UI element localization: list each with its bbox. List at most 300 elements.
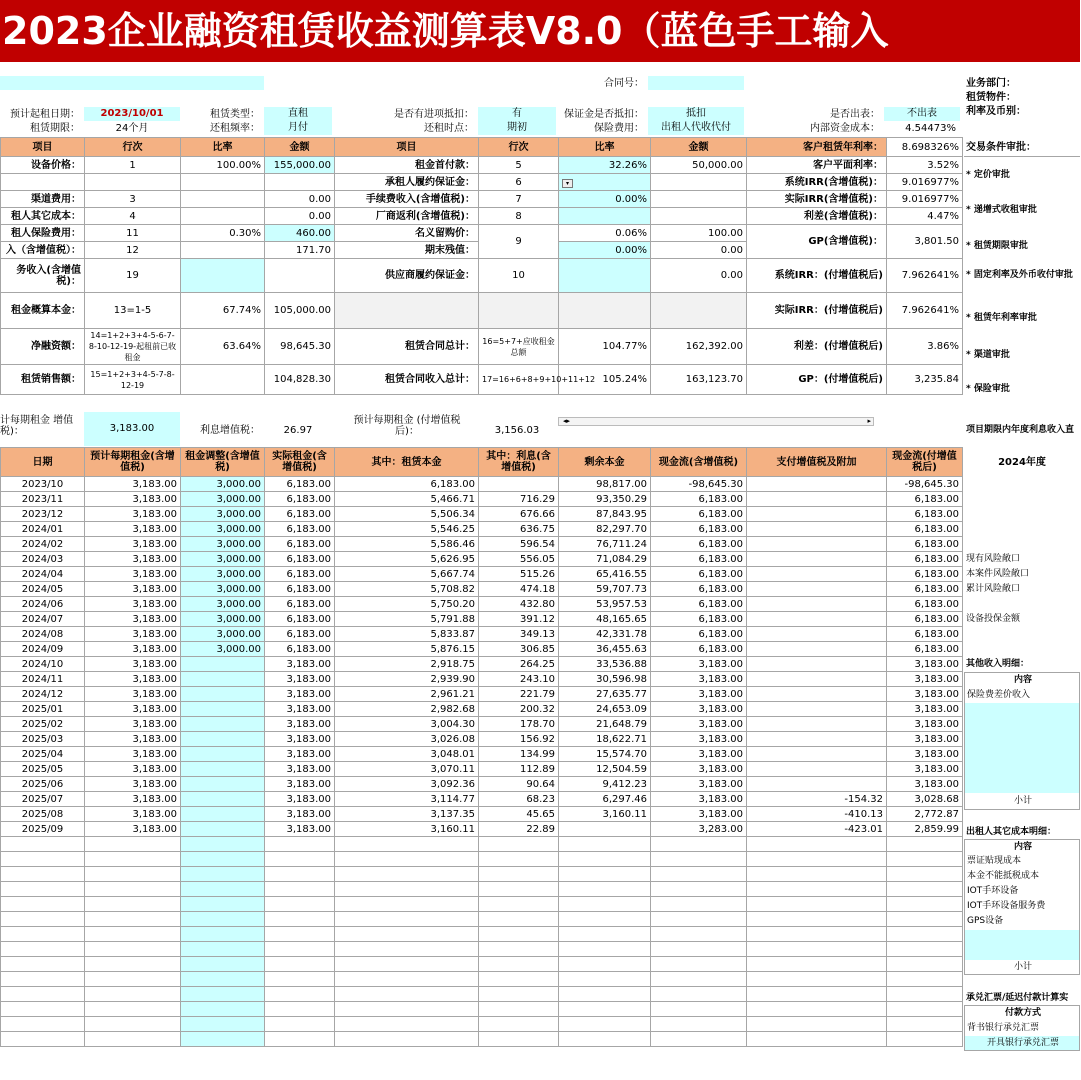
supplier-deposit-rate-field[interactable] — [559, 259, 651, 293]
row-no: 5 — [479, 157, 559, 174]
cell-rent-adjust[interactable] — [181, 1002, 265, 1017]
other-cost-item: IOT手环设备服务费 — [967, 901, 1046, 911]
cell-actual-rent: 6,183.00 — [265, 507, 335, 522]
cell-actual-rent: 3,183.00 — [265, 792, 335, 807]
cell-principal — [335, 972, 479, 987]
cell-vat: -154.32 — [747, 792, 887, 807]
cell-rent-adjust[interactable]: 3,000.00 — [181, 477, 265, 492]
cell-cashflow — [651, 1017, 747, 1032]
internal-cost-value: 4.54473% — [905, 123, 956, 134]
dropdown-arrow-icon[interactable]: ▾ — [562, 179, 573, 188]
col-header-item-2: 项目 — [335, 138, 479, 157]
row-formula: 17=16+6+8+9+10+11+12 — [479, 365, 559, 395]
risk-this-case: 本案件风险敞口 — [966, 569, 1030, 579]
spread-after-value: 3.86% — [887, 329, 963, 365]
cell-interest: 178.70 — [479, 717, 559, 732]
row-no: 4 — [85, 208, 181, 225]
cell-actual-rent — [265, 987, 335, 1002]
rate: 67.74% — [181, 293, 265, 329]
col-header-amount-2: 金额 — [651, 138, 747, 157]
cell-vat — [747, 702, 887, 717]
schedule-row-empty — [1, 927, 963, 942]
cell-cashflow — [651, 852, 747, 867]
cell-actual-rent: 6,183.00 — [265, 552, 335, 567]
cell-rent-adjust[interactable] — [181, 897, 265, 912]
cell-vat — [747, 747, 887, 762]
sched-header-rent-adjust: 租金调整(含增值税) — [181, 448, 265, 477]
income-label: 入（含增值税）： — [1, 242, 85, 259]
cell-rent-adjust[interactable]: 3,000.00 — [181, 582, 265, 597]
cell-planned-rent — [85, 897, 181, 912]
horizontal-scrollbar[interactable] — [558, 417, 874, 426]
cell-vat — [747, 1017, 887, 1032]
cell-date — [1, 972, 85, 987]
cell-remaining — [559, 942, 651, 957]
cell-actual-rent — [265, 957, 335, 972]
cell-rent-adjust[interactable]: 3,000.00 — [181, 612, 265, 627]
lessee-deposit-label: 承租人履约保证金： — [335, 174, 479, 191]
cell-planned-rent — [85, 867, 181, 882]
cell-principal: 5,626.95 — [335, 552, 479, 567]
row-no: 9 — [479, 225, 559, 259]
cell-interest: 596.54 — [479, 537, 559, 552]
cell-planned-rent: 3,183.00 — [85, 627, 181, 642]
row-no: 1 — [85, 157, 181, 174]
cell-planned-rent: 3,183.00 — [85, 672, 181, 687]
col-header-item: 项目 — [1, 138, 85, 157]
cell-principal: 5,506.34 — [335, 507, 479, 522]
schedule-row — [1, 807, 963, 822]
approval-pricing[interactable]: * 定价审批 — [966, 170, 1010, 180]
deposit-offset-label: 保证金是否抵扣： — [564, 109, 644, 120]
cell-principal: 5,876.15 — [335, 642, 479, 657]
sched-header-actual-rent: 实际租金(含增值税) — [265, 448, 335, 477]
gp-after-value: 3,235.84 — [887, 365, 963, 395]
cell-cashflow: 6,183.00 — [651, 492, 747, 507]
other-cost-amount: 0.00 — [265, 208, 335, 225]
cell-rent-adjust[interactable]: 3,000.00 — [181, 537, 265, 552]
item-label: 租赁物件： — [966, 92, 1016, 103]
cell-remaining: 12,504.59 — [559, 762, 651, 777]
cell-cashflow: 6,183.00 — [651, 612, 747, 627]
cell-rent-adjust[interactable] — [181, 777, 265, 792]
cell-remaining: 65,416.55 — [559, 567, 651, 582]
cell-principal: 2,961.21 — [335, 687, 479, 702]
cell-interest: 391.12 — [479, 612, 559, 627]
cell-remaining: 53,957.53 — [559, 597, 651, 612]
cell-cashflow-after: 3,183.00 — [887, 672, 963, 687]
sys-irr-label: 系统IRR(含增值税)： — [747, 174, 887, 191]
cell-vat — [747, 552, 887, 567]
gp-label: GP(含增值税)： — [747, 225, 887, 259]
cell-rent-adjust[interactable] — [181, 762, 265, 777]
cell-planned-rent: 3,183.00 — [85, 747, 181, 762]
service-income-rate-field[interactable] — [181, 259, 265, 293]
cell-cashflow-after — [887, 882, 963, 897]
cell-date: 2025/06 — [1, 777, 85, 792]
other-income-table — [964, 672, 1080, 810]
cell-rent-adjust[interactable] — [181, 717, 265, 732]
cell-remaining — [559, 1002, 651, 1017]
cell-cashflow-after: 2,859.99 — [887, 822, 963, 837]
cell-principal: 5,708.82 — [335, 582, 479, 597]
cell-planned-rent — [85, 852, 181, 867]
scroll-right-icon[interactable]: ▸ — [867, 417, 871, 425]
other-income-input[interactable] — [965, 703, 1079, 793]
cell-planned-rent — [85, 837, 181, 852]
pay-timing-field[interactable]: 期初 — [478, 121, 556, 135]
cell-rent-adjust[interactable] — [181, 807, 265, 822]
cell-planned-rent — [85, 1032, 181, 1047]
cell-planned-rent: 3,183.00 — [85, 807, 181, 822]
cell-planned-rent — [85, 942, 181, 957]
rate: 104.77% — [559, 329, 651, 365]
schedule-row — [1, 747, 963, 762]
scroll-left-icon[interactable]: ◂▸ — [563, 417, 571, 425]
cell-remaining — [559, 972, 651, 987]
period-rent-field[interactable]: 3,183.00 — [84, 412, 180, 446]
rate — [181, 208, 265, 225]
off-balance-label: 是否出表： — [830, 109, 880, 120]
cell-interest: 68.23 — [479, 792, 559, 807]
schedule-row — [1, 627, 963, 642]
rate: 100.00% — [181, 157, 265, 174]
other-cost-table — [964, 839, 1080, 975]
schedule-row — [1, 492, 963, 507]
cell-vat — [747, 837, 887, 852]
schedule-row — [1, 672, 963, 687]
equipment-price-field[interactable]: 155,000.00 — [265, 157, 335, 174]
cell-cashflow-after: 6,183.00 — [887, 582, 963, 597]
cell-rent-adjust[interactable] — [181, 912, 265, 927]
cell-cashflow: 3,183.00 — [651, 807, 747, 822]
row-no: 8 — [479, 208, 559, 225]
lessee-deposit-amount — [651, 174, 747, 191]
cell-interest — [479, 972, 559, 987]
other-cost-title: 出租人其它成本明细： — [966, 827, 1057, 837]
cell-actual-rent: 6,183.00 — [265, 537, 335, 552]
lease-type-label: 租赁类型： — [210, 109, 260, 120]
cell-actual-rent — [265, 1017, 335, 1032]
cell-remaining — [559, 822, 651, 837]
cell-cashflow-after — [887, 987, 963, 1002]
cell-vat — [747, 522, 887, 537]
cell-planned-rent: 3,183.00 — [85, 732, 181, 747]
nominal-price-label: 名义留购价： — [335, 225, 479, 242]
cell-rent-adjust[interactable] — [181, 837, 265, 852]
cell-vat — [747, 852, 887, 867]
cell-actual-rent — [265, 927, 335, 942]
schedule-row — [1, 597, 963, 612]
cell-principal — [335, 942, 479, 957]
cell-actual-rent — [265, 882, 335, 897]
insured-amount-label: 设备投保金额 — [966, 614, 1021, 624]
cell-principal — [335, 882, 479, 897]
cell-cashflow-after: 3,183.00 — [887, 747, 963, 762]
cell-rent-adjust[interactable] — [181, 822, 265, 837]
pay-frequency-field[interactable]: 月付 — [264, 121, 332, 135]
cell-date: 2023/10 — [1, 477, 85, 492]
cell-actual-rent — [265, 972, 335, 987]
start-date-field[interactable]: 2023/10/01 — [84, 107, 180, 121]
cell-cashflow — [651, 837, 747, 852]
fee-income-rate-field[interactable]: 0.00% — [559, 191, 651, 208]
cell-rent-adjust[interactable] — [181, 972, 265, 987]
cell-cashflow-after: 3,183.00 — [887, 687, 963, 702]
cell-interest: 45.65 — [479, 807, 559, 822]
cell-planned-rent — [85, 1002, 181, 1017]
cell-actual-rent — [265, 897, 335, 912]
cell-date: 2024/09 — [1, 642, 85, 657]
cell-cashflow-after: 3,183.00 — [887, 702, 963, 717]
cell-planned-rent: 3,183.00 — [85, 477, 181, 492]
cell-cashflow-after: 6,183.00 — [887, 552, 963, 567]
cell-vat — [747, 777, 887, 792]
schedule-row — [1, 762, 963, 777]
cell-remaining: 9,412.23 — [559, 777, 651, 792]
other-cost-subtotal: 小计 — [1013, 962, 1032, 972]
other-income-content-header: 内容 — [1013, 675, 1032, 685]
col-header-row-2: 行次 — [479, 138, 559, 157]
row-no: 11 — [85, 225, 181, 242]
cell-rent-adjust[interactable] — [181, 672, 265, 687]
cell-date: 2023/11 — [1, 492, 85, 507]
cell-rent-adjust[interactable] — [181, 852, 265, 867]
approval-term[interactable]: * 租赁期限审批 — [966, 241, 1028, 251]
cell-rent-adjust[interactable]: 3,000.00 — [181, 627, 265, 642]
contract-number-field[interactable] — [648, 76, 744, 90]
deposit-offset-field[interactable]: 抵扣 — [648, 107, 744, 121]
cell-remaining: 87,843.95 — [559, 507, 651, 522]
cell-interest: 676.66 — [479, 507, 559, 522]
rate-ccy-label: 利率及币别： — [966, 106, 1026, 117]
cell-vat — [747, 657, 887, 672]
cell-cashflow: 3,183.00 — [651, 762, 747, 777]
other-cost-item: GPS设备 — [967, 916, 1004, 926]
cell-principal: 3,114.77 — [335, 792, 479, 807]
cell-cashflow — [651, 912, 747, 927]
cell-remaining: 27,635.77 — [559, 687, 651, 702]
cell-remaining: 42,331.78 — [559, 627, 651, 642]
cell-rent-adjust[interactable]: 3,000.00 — [181, 642, 265, 657]
schedule-row-empty — [1, 957, 963, 972]
cell-date — [1, 987, 85, 1002]
cell-actual-rent: 6,183.00 — [265, 477, 335, 492]
schedule-row — [1, 657, 963, 672]
lessee-deposit-rate-field[interactable] — [559, 174, 651, 191]
cell-planned-rent — [85, 912, 181, 927]
spread-after-label: 利差：(付增值税后) — [747, 329, 887, 365]
rebate-rate-field[interactable] — [559, 208, 651, 225]
gp-after-label: GP：(付增值税后) — [747, 365, 887, 395]
cell-rent-adjust[interactable] — [181, 987, 265, 1002]
supplier-deposit-amount: 0.00 — [651, 259, 747, 293]
other-cost-input[interactable] — [965, 930, 1079, 960]
cell-vat — [747, 912, 887, 927]
cell-cashflow: 3,183.00 — [651, 702, 747, 717]
customer-name-field[interactable] — [0, 76, 264, 90]
cell-rent-adjust[interactable]: 3,000.00 — [181, 567, 265, 582]
cell-date: 2024/10 — [1, 657, 85, 672]
row-no: 7 — [479, 191, 559, 208]
cell-rent-adjust[interactable] — [181, 747, 265, 762]
cell-rent-adjust[interactable] — [181, 702, 265, 717]
cell-interest: 112.89 — [479, 762, 559, 777]
cell-cashflow-after: 3,183.00 — [887, 717, 963, 732]
approval-channel[interactable]: * 渠道审批 — [966, 350, 1010, 360]
off-balance-field[interactable]: 不出表 — [884, 107, 960, 121]
cell-date: 2024/12 — [1, 687, 85, 702]
rebate-amount — [651, 208, 747, 225]
cell-cashflow — [651, 927, 747, 942]
cell-actual-rent: 3,183.00 — [265, 657, 335, 672]
cell-date: 2024/04 — [1, 567, 85, 582]
rate — [181, 191, 265, 208]
cell-rent-adjust[interactable]: 3,000.00 — [181, 522, 265, 537]
cell-remaining: 33,536.88 — [559, 657, 651, 672]
cell-interest — [479, 867, 559, 882]
schedule-row — [1, 582, 963, 597]
cell-rent-adjust[interactable] — [181, 957, 265, 972]
cell-rent-adjust[interactable] — [181, 657, 265, 672]
cell-interest: 200.32 — [479, 702, 559, 717]
cell-date: 2025/07 — [1, 792, 85, 807]
sys-irr-after-value: 7.962641% — [887, 259, 963, 293]
col-header-amount: 金额 — [265, 138, 335, 157]
schedule-row-empty — [1, 852, 963, 867]
row-no: 13=1-5 — [85, 293, 181, 329]
cell-cashflow: 3,183.00 — [651, 717, 747, 732]
cell-rent-adjust[interactable] — [181, 942, 265, 957]
rebate-label: 厂商返利(含增值税)： — [335, 208, 479, 225]
rate: 105.24% — [559, 365, 651, 395]
insurance-fee-field[interactable]: 460.00 — [265, 225, 335, 242]
cell-principal: 6,183.00 — [335, 477, 479, 492]
cell-remaining — [559, 1032, 651, 1047]
cell-rent-adjust[interactable] — [181, 867, 265, 882]
cell-cashflow-after: 3,183.00 — [887, 777, 963, 792]
cell-rent-adjust[interactable]: 3,000.00 — [181, 552, 265, 567]
down-payment-rate-field[interactable]: 32.26% — [559, 157, 651, 174]
cell-rent-adjust[interactable] — [181, 882, 265, 897]
cell-rent-adjust[interactable] — [181, 792, 265, 807]
cell-planned-rent: 3,183.00 — [85, 597, 181, 612]
cell-rent-adjust[interactable]: 3,000.00 — [181, 492, 265, 507]
approval-step-up[interactable]: * 递增式收租审批 — [966, 205, 1037, 215]
cell-planned-rent: 3,183.00 — [85, 507, 181, 522]
cell-cashflow — [651, 897, 747, 912]
lease-type-field[interactable]: 直租 — [264, 107, 332, 121]
cell-cashflow — [651, 882, 747, 897]
cell-actual-rent: 6,183.00 — [265, 627, 335, 642]
cell-vat: -423.01 — [747, 822, 887, 837]
year-income-title: 项目期限内年度利息收入直 — [966, 425, 1075, 435]
cell-rent-adjust[interactable] — [181, 732, 265, 747]
cell-rent-adjust[interactable] — [181, 927, 265, 942]
cell-cashflow: 3,283.00 — [651, 822, 747, 837]
cell-actual-rent: 6,183.00 — [265, 642, 335, 657]
cell-cashflow-after: 6,183.00 — [887, 642, 963, 657]
cell-interest: 515.26 — [479, 567, 559, 582]
cell-principal — [335, 1017, 479, 1032]
schedule-row-empty — [1, 882, 963, 897]
cell-vat — [747, 942, 887, 957]
pay-frequency-label: 还租频率： — [210, 123, 260, 134]
cell-date: 2024/08 — [1, 627, 85, 642]
cell-rent-adjust[interactable]: 3,000.00 — [181, 507, 265, 522]
cell-actual-rent: 3,183.00 — [265, 747, 335, 762]
schedule-row — [1, 702, 963, 717]
schedule-row — [1, 477, 963, 492]
schedule-row — [1, 642, 963, 657]
cell-vat — [747, 867, 887, 882]
cell-rent-adjust[interactable] — [181, 1032, 265, 1047]
cell-rent-adjust[interactable] — [181, 1017, 265, 1032]
contract-label: 合同号： — [604, 78, 644, 89]
residual-amount: 0.00 — [651, 242, 747, 259]
cell-cashflow-after — [887, 942, 963, 957]
residual-rate-field[interactable]: 0.00% — [559, 242, 651, 259]
approval-fixed-rate[interactable]: * 固定利率及外币收付审批 — [966, 270, 1073, 280]
cell-cashflow: 6,183.00 — [651, 567, 747, 582]
cell-date — [1, 912, 85, 927]
sales-amount: 104,828.30 — [265, 365, 335, 395]
approval-annual-rate[interactable]: * 租赁年利率审批 — [966, 313, 1037, 323]
dept-label: 业务部门： — [966, 78, 1016, 89]
cell-cashflow-after — [887, 927, 963, 942]
cell-rent-adjust[interactable] — [181, 687, 265, 702]
cell-interest: 221.79 — [479, 687, 559, 702]
cell-principal: 2,939.90 — [335, 672, 479, 687]
cell-date: 2024/02 — [1, 537, 85, 552]
cell-cashflow — [651, 987, 747, 1002]
schedule-row-empty — [1, 1032, 963, 1047]
cell-remaining — [559, 987, 651, 1002]
cell-remaining: 24,653.09 — [559, 702, 651, 717]
cell-vat — [747, 567, 887, 582]
cell-vat — [747, 582, 887, 597]
cell-vat — [747, 612, 887, 627]
cell-principal: 5,750.20 — [335, 597, 479, 612]
row-no: 6 — [479, 174, 559, 191]
cell-date — [1, 1002, 85, 1017]
schedule-row — [1, 792, 963, 807]
insurance-field[interactable]: 出租人代收代付 — [648, 121, 744, 135]
period-rent-label: 计每期租金 增值税)： — [0, 415, 74, 437]
cell-cashflow: 6,183.00 — [651, 507, 747, 522]
approval-insurance[interactable]: * 保险审批 — [966, 384, 1010, 394]
cell-planned-rent: 3,183.00 — [85, 492, 181, 507]
cell-date — [1, 852, 85, 867]
cell-actual-rent: 6,183.00 — [265, 582, 335, 597]
cell-remaining: 30,596.98 — [559, 672, 651, 687]
cell-remaining: 3,160.11 — [559, 807, 651, 822]
cell-date — [1, 927, 85, 942]
cell-cashflow — [651, 972, 747, 987]
cell-vat — [747, 882, 887, 897]
schedule-row-empty — [1, 1002, 963, 1017]
cell-interest — [479, 837, 559, 852]
cell-planned-rent: 3,183.00 — [85, 612, 181, 627]
contract-total-label: 租赁合同总计： — [335, 329, 479, 365]
cell-rent-adjust[interactable]: 3,000.00 — [181, 597, 265, 612]
other-income-item: 保险费差价收入 — [967, 690, 1031, 700]
input-tax-field[interactable]: 有 — [478, 107, 556, 121]
cell-cashflow-after — [887, 972, 963, 987]
cell-vat — [747, 957, 887, 972]
cell-vat — [747, 762, 887, 777]
cell-principal — [335, 987, 479, 1002]
